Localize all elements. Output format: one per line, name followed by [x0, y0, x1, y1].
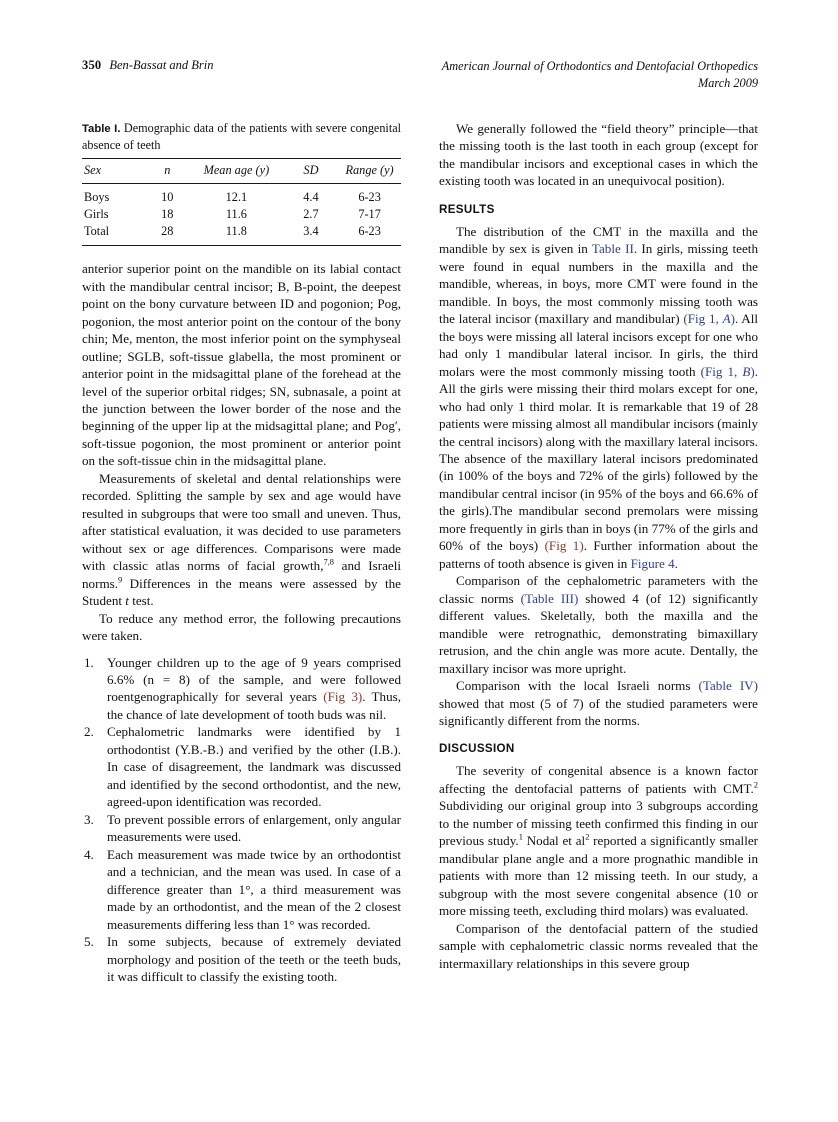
results-text-b: . In girls, missing teeth were found in equal numbers in the maxilla and the mandible, whereas, in boys, more CMT were found in the mandible. In boys, the most commonly missing tooth was the lateral incisor (maxillary and mandibular) — [439, 241, 758, 327]
cell-range: 6-23 — [358, 190, 381, 205]
discussion-text-a: The severity of congenital absence is a known factor affecting the dentofacial patterns of patients with CMT. — [439, 763, 758, 796]
para-discussion-1 — [439, 762, 758, 919]
para-landmarks-continued: anterior superior point on the mandible on its labial contact with the mandibular central incisor; B, B-point, the deepest point on the bony curvature between ID and pogonion; Pog, pogonion, the most anterior point on the contour of the bony chin; Me, menton, the most inferior point on the symphyseal outline; SGLB, soft-tissue glabella, the most prominent or anterior point in the midsagittal plane of the forehead at the level of the superior orbital ridges; SN, subnasale, a point at the junction between the lower border of the nose and the beginning of the upper lip at the midsagittal plane; and Pog′, soft-tissue pogonion, the most prominent or anterior point on the soft-tissue chin in the midsagittal plane. — [82, 261, 401, 469]
ref-superscript: 1 — [518, 832, 523, 842]
cell-sd: 4.4 — [303, 190, 319, 205]
table-1-caption — [82, 120, 401, 153]
results-text-a: The distribution of the CMT in the maxilla and the mandible by sex is given in — [439, 223, 758, 257]
list-item — [82, 654, 401, 724]
table-1 — [82, 158, 401, 246]
para-results-1 — [439, 223, 758, 572]
table-1-body — [82, 184, 401, 246]
cell-sex: Boys — [84, 190, 110, 205]
para-discussion-2: Comparison of the dentofacial pattern of the studied sample with cephalometric classic norms revealed that the intermaxillary relationships in this severe group — [439, 920, 758, 971]
figure-link-open: (Fig 1, — [683, 311, 723, 327]
list-item — [82, 723, 401, 810]
body-columns — [82, 120, 758, 985]
table-header-row — [82, 159, 401, 184]
para-precautions-intro: To reduce any method error, the following precautions were taken. — [82, 610, 401, 644]
measurements-text-c: Differences in the means were assessed by the Student — [82, 575, 401, 609]
ref-superscript: 2 — [753, 780, 758, 790]
running-head-right — [442, 58, 758, 93]
col-header-n: n — [146, 159, 190, 184]
para-field-theory: We generally followed the “field theory” principle—that the missing tooth is the last tooth in each group (except for the mandibular incisors and exceptional cases in which the existing tooth was located in an unequivocal position). — [439, 121, 758, 189]
list-item-text-a: Each measurement was made twice by an orthodontist and a technician, and the mean was used. In case of a difference greater than 1°, a third measurement was made by an orthodontist, and the mean of the 2 closest measurements differing less than 1° was recorded. — [107, 846, 401, 932]
running-head-left — [82, 58, 214, 73]
right-column — [439, 120, 758, 985]
cell-sd: 3.4 — [284, 223, 338, 246]
figure-panel-letter: B — [742, 363, 751, 379]
list-item-text-a: Cephalometric landmarks were identified by 1 orthodontist (Y.B.-B.) and verified by the other (I.B.). In case of disagreement, the landmark was discussed and identified by the second orthodontist, and the new, agreed-upon identification was recorded. — [107, 724, 401, 810]
cell-sex: Total — [82, 223, 146, 246]
figure-link-fig3[interactable]: (Fig 3) — [323, 689, 363, 705]
list-item — [82, 933, 401, 985]
ref-superscript: 2 — [585, 832, 590, 842]
ref-superscript: 9 — [118, 575, 123, 585]
table-row — [82, 223, 401, 246]
cell-n: 18 — [161, 207, 174, 222]
discussion-text-d: reported a significantly smaller mandibular plane angle and a more prognathic mandible in patients with more than 12 missing teeth. In our study, a subgroup with the most severe congenital absence (10 or more missing teeth, excluding third molars) was evaluated. — [439, 833, 758, 919]
col-header-sex: Sex — [82, 159, 146, 184]
table-1-label: Table I. — [82, 123, 121, 135]
figure-link-fig1b[interactable] — [701, 364, 755, 379]
running-head-authors: Ben-Bassat and Brin — [109, 58, 214, 72]
results3-text-a: Comparison with the local Israeli norms — [456, 678, 699, 694]
measurements-text-b: and Israeli norms. — [82, 558, 401, 591]
cell-range: 6-23 — [338, 223, 401, 246]
figure-link-close: ) — [750, 363, 755, 379]
table-1-head — [82, 159, 401, 184]
measurements-text-d: test. — [128, 593, 154, 609]
table-1-block — [82, 120, 401, 246]
heading-discussion: DISCUSSION — [439, 742, 515, 756]
table-row — [82, 184, 401, 207]
table-link-table-2[interactable]: Table II — [591, 241, 634, 257]
table-link-table-3[interactable]: (Table III) — [520, 590, 579, 606]
ref-superscript: 7,8 — [323, 557, 334, 567]
para-results-3 — [439, 677, 758, 729]
cell-mean: 11.8 — [189, 223, 284, 246]
cell-range: 7-17 — [358, 207, 381, 222]
results2-text-b: showed 4 (of 12) significantly different values. Skeletally, both the maxilla and the mandible were retrognathic, demonstrating bimaxillary retrusion, and the chin angle was more acute. Dentally, the maxillary incisor was more upright. — [439, 590, 758, 676]
list-item-text-a: In some subjects, because of extremely deviated morphology and position of the teeth or the teeth buds, it was difficult to classify the existing tooth. — [107, 934, 401, 984]
results2-text-a: Comparison of the cephalometric parameters with the classic norms — [439, 573, 758, 606]
results3-text-b: showed that most (5 of 7) of the studied parameters were significantly different from the norms. — [439, 695, 758, 728]
precautions-list — [82, 654, 401, 986]
cell-mean: 12.1 — [225, 190, 248, 205]
statistic-symbol: t — [125, 593, 129, 609]
figure-link-close: ) — [730, 311, 735, 327]
cell-sex: Girls — [84, 207, 109, 222]
figure-link-open: (Fig 1, — [700, 363, 743, 379]
results-text-e: . Further information about the patterns of tooth absence is given in — [439, 538, 758, 571]
journal-title: American Journal of Orthodontics and Dentofacial Orthopedics — [441, 59, 758, 73]
issue-date: March 2009 — [698, 76, 758, 91]
col-header-sd: SD — [284, 159, 338, 184]
cell-mean: 11.6 — [225, 207, 247, 222]
results-text-d: . All the girls were missing their third molars except for one, who had only 1 third molar. It is remarkable that 19 of 28 patients were missing almost all mandibular incisors (mainly the central incisors) along with the maxillary lateral incisors. The absence of the maxillary lateral incisors predominated (in 100% of the boys and 72% of the girls) followed by the mandibular central incisor (in 95% of the boys and 66.6% of the girls).The mandibular second premolars were missing more frequently in girls than in boys (in 77% of the girls and 60% of the boys) — [439, 363, 758, 554]
figure-link-figure4[interactable]: Figure 4 — [630, 555, 675, 571]
col-header-range: Range (y) — [338, 159, 401, 184]
cell-n: 10 — [161, 190, 174, 205]
figure-link-fig1a[interactable] — [683, 311, 735, 326]
para-results-2 — [439, 572, 758, 677]
list-item — [82, 846, 401, 933]
table-link-table-4[interactable]: (Table IV) — [698, 678, 758, 694]
list-item-text-b: . Thus, the chance of late development of tooth buds was nil. — [107, 689, 401, 722]
para-measurements — [82, 470, 401, 610]
list-item — [82, 811, 401, 846]
col-header-mean-age: Mean age (y) — [189, 159, 284, 184]
cell-n: 28 — [146, 223, 190, 246]
figure-panel-letter: A — [722, 311, 731, 327]
figure-link-fig1[interactable]: (Fig 1) — [544, 538, 584, 554]
results-text-f: . — [674, 555, 678, 571]
list-item-text-a: Younger children up to the age of 9 years comprised 6.6% (n = 8) of the sample, and were followed roentgenographically for several years — [107, 654, 401, 705]
cell-sd: 2.7 — [303, 207, 319, 222]
page-folio: 350 — [82, 58, 102, 72]
list-item-text-a: To prevent possible errors of enlargement, only angular measurements were used. — [107, 811, 401, 845]
running-head — [82, 58, 758, 93]
results-text-c: . All the boys were missing all lateral incisors except for one who had only 1 mandibular lateral incisor. In girls, the third molars were the most commonly missing tooth — [439, 311, 758, 379]
discussion-text-b: Subdividing our original group into 3 subgroups according to the number of missing teeth confirmed this finding in our previous study. — [439, 798, 758, 849]
measurements-text-a: Measurements of skeletal and dental relationships were recorded. Splitting the sample by sex and age would have resulted in subgroups that were too small and uneven. Thus, after statistical evaluation, it was decided to use parameters without sex or age differences. Comparisons were made with classic atlas norms of facial growth, — [82, 470, 401, 574]
left-column — [82, 120, 401, 985]
heading-results: RESULTS — [439, 202, 495, 216]
table-1-caption-text: Demographic data of the patients with severe congenital absence of teeth — [82, 121, 402, 153]
discussion-text-c: Nodal et al — [522, 833, 586, 849]
table-row — [82, 206, 401, 223]
